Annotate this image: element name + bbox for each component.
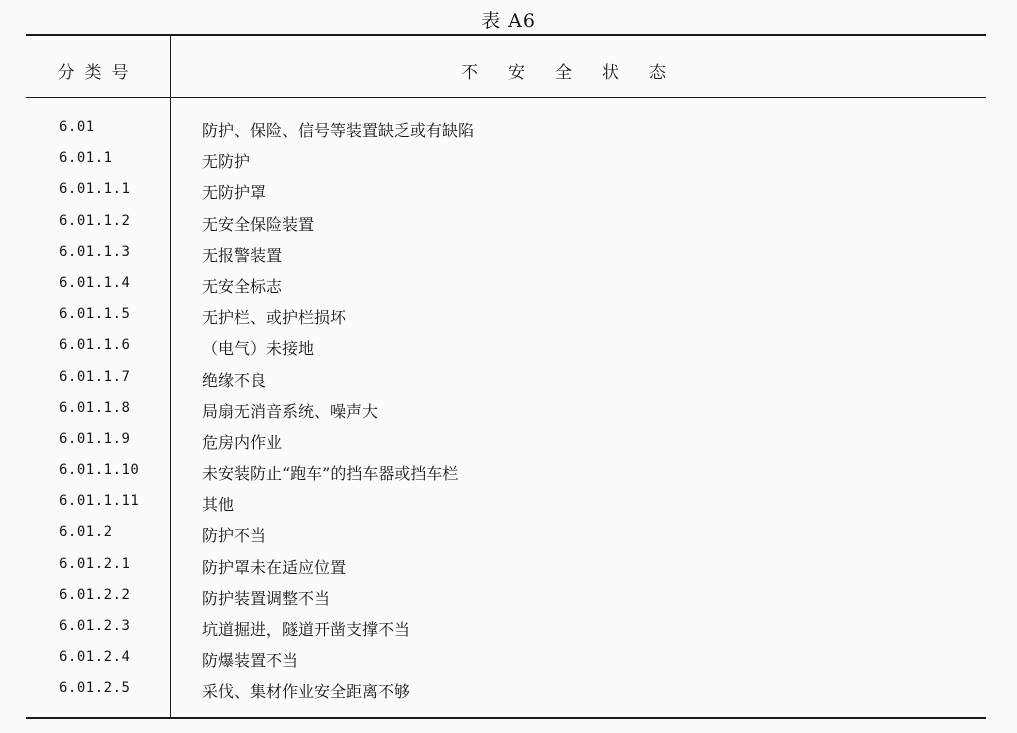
table-row: [0, 176, 1017, 207]
table-row: [0, 208, 1017, 239]
row-description: 防护罩未在适应位置: [202, 557, 347, 577]
row-description: 无安全保险装置: [202, 214, 315, 234]
row-description: 防护装置调整不当: [202, 588, 331, 608]
row-code: 6.01.1.11: [59, 493, 140, 510]
table-row: [0, 145, 1017, 176]
table-row: [0, 364, 1017, 395]
table-body: [0, 114, 1017, 707]
row-description: 绝缘不良: [202, 370, 267, 390]
table-row: [0, 675, 1017, 706]
row-description: 坑道掘进，隧道开凿支撑不当: [202, 620, 411, 639]
column-header-state: 不安全状态: [461, 63, 696, 83]
row-code: 6.01.2: [59, 524, 113, 541]
table-row: [0, 395, 1017, 426]
row-code: 6.01.2.1: [59, 555, 131, 572]
row-code: 6.01.1.3: [59, 243, 131, 260]
table-row: [0, 613, 1017, 644]
row-code: 6.01.2.2: [59, 586, 131, 603]
row-description: （电气）未接地: [202, 339, 315, 359]
table-row: [0, 239, 1017, 270]
row-code: 6.01.1.4: [59, 274, 131, 291]
table-row: [0, 582, 1017, 613]
row-code: 6.01.1.6: [59, 337, 131, 354]
row-description: 无防护罩: [202, 183, 267, 203]
table-row: [0, 644, 1017, 675]
row-description: 危房内作业: [202, 432, 283, 452]
row-code: 6.01.1.9: [59, 430, 131, 447]
row-code: 6.01.1.5: [59, 306, 131, 323]
row-code: 6.01.1.8: [59, 399, 131, 416]
row-code: 6.01.1.10: [59, 462, 140, 479]
row-description: 防爆装置不当: [202, 651, 299, 671]
table-row: [0, 551, 1017, 582]
table-row: [0, 332, 1017, 363]
row-description: 无报警装置: [202, 245, 283, 265]
row-description: 无护栏、或护栏损坏: [202, 308, 347, 328]
row-code: 6.01.1.1: [59, 181, 131, 198]
table-row: [0, 301, 1017, 332]
row-code: 6.01.1.2: [59, 212, 131, 229]
row-description: 防护、保险、信号等装置缺乏或有缺陷: [202, 121, 475, 140]
table-row: [0, 457, 1017, 488]
column-header-code: 分类号: [57, 63, 139, 83]
row-code: 6.01: [59, 119, 95, 135]
table-row: [0, 270, 1017, 301]
row-code: 6.01.2.4: [59, 649, 131, 666]
row-code: 6.01.1.7: [59, 368, 131, 385]
row-description: 防护不当: [202, 526, 267, 546]
table-row: [0, 519, 1017, 550]
row-code: 6.01.1: [59, 150, 113, 167]
row-code: 6.01.2.3: [59, 618, 131, 634]
row-code: 6.01.2.5: [59, 680, 131, 697]
table-row: [0, 426, 1017, 457]
row-description: 采伐、集材作业安全距离不够: [202, 682, 411, 702]
row-description: 局扇无消音系统、噪声大: [202, 401, 379, 421]
row-description: 未安装防止“跑车”的挡车器或挡车栏: [202, 464, 459, 484]
table-title: 表 A6: [481, 10, 536, 32]
row-description: 其他: [202, 495, 235, 515]
row-description: 无防护: [202, 152, 251, 172]
table-row: [0, 114, 1017, 145]
table-row: [0, 488, 1017, 519]
row-description: 无安全标志: [202, 276, 283, 296]
